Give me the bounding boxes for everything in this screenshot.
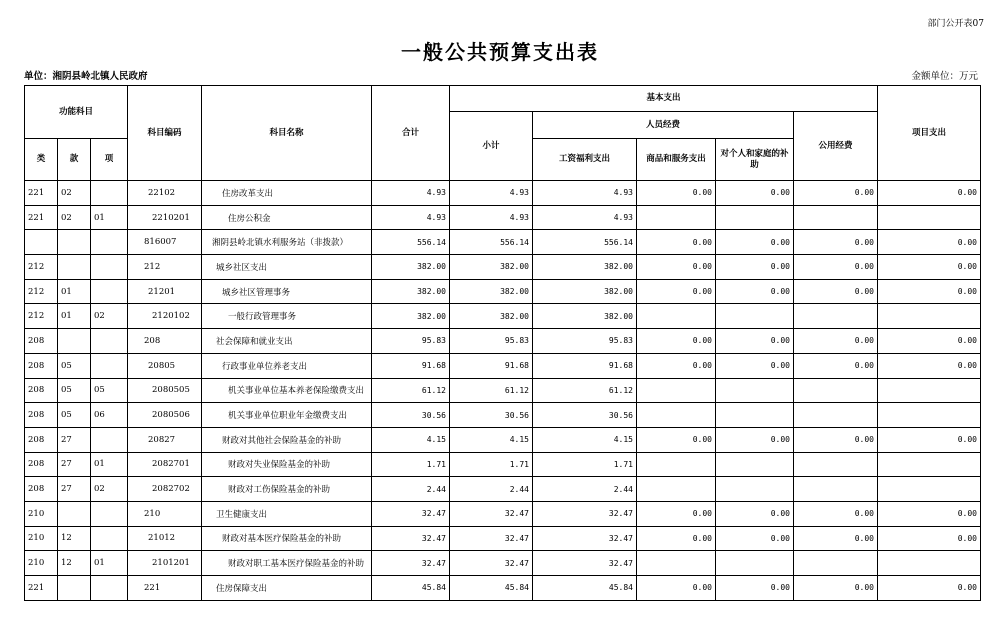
cell-kuan xyxy=(58,255,91,280)
cell-name: 住房公积金 xyxy=(202,205,372,230)
cell-xiang xyxy=(91,353,128,378)
cell-subtotal: 382.00 xyxy=(450,255,533,280)
cell-lei: 210 xyxy=(25,501,58,526)
cell-code: 2082701 xyxy=(128,452,202,477)
cell-project xyxy=(878,477,981,502)
cell-total: 382.00 xyxy=(372,279,450,304)
table-row xyxy=(25,353,981,378)
cell-total: 4.15 xyxy=(372,427,450,452)
cell-goods-services: 0.00 xyxy=(637,255,716,280)
cell-lei: 208 xyxy=(25,427,58,452)
cell-subsidy: 0.00 xyxy=(716,427,794,452)
header-wages: 工资福利支出 xyxy=(533,139,637,181)
cell-wages: 556.14 xyxy=(533,230,637,255)
cell-goods-services xyxy=(637,551,716,576)
table-row xyxy=(25,576,981,601)
cell-kuan: 05 xyxy=(58,353,91,378)
header-functional-subject: 功能科目 xyxy=(25,86,128,139)
cell-project: 0.00 xyxy=(878,329,981,354)
cell-wages: 32.47 xyxy=(533,526,637,551)
cell-total: 95.83 xyxy=(372,329,450,354)
cell-total: 30.56 xyxy=(372,403,450,428)
cell-xiang: 01 xyxy=(91,205,128,230)
cell-wages: 4.15 xyxy=(533,427,637,452)
header-personnel: 人员经费 xyxy=(533,112,794,139)
cell-kuan: 27 xyxy=(58,427,91,452)
cell-project xyxy=(878,452,981,477)
cell-lei: 208 xyxy=(25,353,58,378)
cell-project: 0.00 xyxy=(878,501,981,526)
cell-goods-services xyxy=(637,378,716,403)
cell-subtotal: 2.44 xyxy=(450,477,533,502)
cell-kuan: 01 xyxy=(58,279,91,304)
cell-name: 财政对职工基本医疗保险基金的补助 xyxy=(202,551,372,576)
header-subject-name: 科目名称 xyxy=(202,86,372,181)
table-row xyxy=(25,477,981,502)
table-row xyxy=(25,230,981,255)
cell-subtotal: 30.56 xyxy=(450,403,533,428)
cell-subsidy: 0.00 xyxy=(716,255,794,280)
cell-public-funds: 0.00 xyxy=(794,329,878,354)
cell-public-funds xyxy=(794,403,878,428)
cell-subsidy: 0.00 xyxy=(716,576,794,601)
cell-wages: 45.84 xyxy=(533,576,637,601)
table-row xyxy=(25,255,981,280)
cell-goods-services: 0.00 xyxy=(637,427,716,452)
cell-subtotal: 382.00 xyxy=(450,304,533,329)
cell-kuan xyxy=(58,329,91,354)
cell-subtotal: 4.93 xyxy=(450,181,533,206)
cell-project xyxy=(878,403,981,428)
cell-public-funds: 0.00 xyxy=(794,255,878,280)
cell-total: 45.84 xyxy=(372,576,450,601)
cell-name: 财政对基本医疗保险基金的补助 xyxy=(202,526,372,551)
cell-public-funds: 0.00 xyxy=(794,576,878,601)
cell-public-funds xyxy=(794,205,878,230)
cell-lei xyxy=(25,230,58,255)
cell-subsidy: 0.00 xyxy=(716,353,794,378)
cell-code: 20805 xyxy=(128,353,202,378)
cell-kuan: 05 xyxy=(58,378,91,403)
header-public-funds: 公用经费 xyxy=(794,112,878,181)
cell-public-funds: 0.00 xyxy=(794,353,878,378)
cell-xiang: 02 xyxy=(91,304,128,329)
cell-goods-services xyxy=(637,477,716,502)
cell-lei: 210 xyxy=(25,551,58,576)
cell-lei: 221 xyxy=(25,205,58,230)
form-code: 部门公开表07 xyxy=(927,19,984,29)
header-kuan: 款 xyxy=(58,139,91,181)
cell-public-funds: 0.00 xyxy=(794,501,878,526)
cell-subsidy xyxy=(716,452,794,477)
cell-name: 机关事业单位基本养老保险缴费支出 xyxy=(202,378,372,403)
cell-public-funds xyxy=(794,378,878,403)
cell-xiang: 01 xyxy=(91,452,128,477)
cell-project xyxy=(878,551,981,576)
cell-total: 32.47 xyxy=(372,551,450,576)
cell-subsidy xyxy=(716,403,794,428)
cell-name: 湘阴县岭北镇水利服务站（非拨款） xyxy=(202,230,372,255)
cell-public-funds: 0.00 xyxy=(794,526,878,551)
table-row xyxy=(25,551,981,576)
cell-wages: 30.56 xyxy=(533,403,637,428)
cell-name: 一般行政管理事务 xyxy=(202,304,372,329)
cell-public-funds xyxy=(794,551,878,576)
cell-subtotal: 382.00 xyxy=(450,279,533,304)
cell-subsidy: 0.00 xyxy=(716,526,794,551)
cell-goods-services: 0.00 xyxy=(637,526,716,551)
cell-wages: 95.83 xyxy=(533,329,637,354)
cell-kuan: 02 xyxy=(58,181,91,206)
cell-name: 财政对其他社会保险基金的补助 xyxy=(202,427,372,452)
cell-name: 住房保障支出 xyxy=(202,576,372,601)
cell-total: 32.47 xyxy=(372,501,450,526)
cell-wages: 1.71 xyxy=(533,452,637,477)
cell-code: 816007 xyxy=(128,230,202,255)
cell-public-funds: 0.00 xyxy=(794,230,878,255)
cell-name: 财政对工伤保险基金的补助 xyxy=(202,477,372,502)
cell-subtotal: 91.68 xyxy=(450,353,533,378)
cell-public-funds xyxy=(794,452,878,477)
cell-xiang: 02 xyxy=(91,477,128,502)
table-row xyxy=(25,452,981,477)
cell-total: 382.00 xyxy=(372,255,450,280)
header-subject-code: 科目编码 xyxy=(128,86,202,181)
cell-code: 2082702 xyxy=(128,477,202,502)
cell-kuan xyxy=(58,576,91,601)
cell-subsidy xyxy=(716,378,794,403)
cell-project: 0.00 xyxy=(878,353,981,378)
cell-wages: 2.44 xyxy=(533,477,637,502)
cell-total: 91.68 xyxy=(372,353,450,378)
cell-name: 城乡社区管理事务 xyxy=(202,279,372,304)
cell-project: 0.00 xyxy=(878,279,981,304)
cell-total: 382.00 xyxy=(372,304,450,329)
cell-xiang xyxy=(91,576,128,601)
cell-public-funds: 0.00 xyxy=(794,181,878,206)
cell-lei: 212 xyxy=(25,304,58,329)
cell-goods-services: 0.00 xyxy=(637,329,716,354)
cell-code: 2210201 xyxy=(128,205,202,230)
cell-code: 22102 xyxy=(128,181,202,206)
cell-project: 0.00 xyxy=(878,576,981,601)
cell-code: 21201 xyxy=(128,279,202,304)
cell-code: 2101201 xyxy=(128,551,202,576)
header-xiang: 项 xyxy=(91,139,128,181)
cell-name: 财政对失业保险基金的补助 xyxy=(202,452,372,477)
cell-wages: 382.00 xyxy=(533,304,637,329)
cell-subtotal: 32.47 xyxy=(450,501,533,526)
cell-public-funds xyxy=(794,477,878,502)
cell-subsidy: 0.00 xyxy=(716,279,794,304)
cell-subsidy: 0.00 xyxy=(716,501,794,526)
cell-goods-services xyxy=(637,205,716,230)
cell-name: 城乡社区支出 xyxy=(202,255,372,280)
cell-project: 0.00 xyxy=(878,526,981,551)
cell-project: 0.00 xyxy=(878,427,981,452)
cell-subsidy xyxy=(716,304,794,329)
header-goods-services: 商品和服务支出 xyxy=(637,139,716,181)
cell-project: 0.00 xyxy=(878,255,981,280)
cell-lei: 212 xyxy=(25,279,58,304)
cell-project: 0.00 xyxy=(878,230,981,255)
cell-lei: 208 xyxy=(25,329,58,354)
cell-wages: 382.00 xyxy=(533,279,637,304)
cell-subtotal: 32.47 xyxy=(450,526,533,551)
table-row xyxy=(25,205,981,230)
cell-subtotal: 1.71 xyxy=(450,452,533,477)
cell-lei: 210 xyxy=(25,526,58,551)
cell-subsidy xyxy=(716,551,794,576)
cell-lei: 221 xyxy=(25,181,58,206)
cell-kuan xyxy=(58,230,91,255)
cell-goods-services: 0.00 xyxy=(637,279,716,304)
cell-lei: 208 xyxy=(25,477,58,502)
cell-kuan: 27 xyxy=(58,477,91,502)
cell-lei: 208 xyxy=(25,378,58,403)
cell-xiang xyxy=(91,230,128,255)
cell-kuan: 27 xyxy=(58,452,91,477)
cell-subtotal: 45.84 xyxy=(450,576,533,601)
table-row xyxy=(25,279,981,304)
cell-goods-services xyxy=(637,304,716,329)
cell-xiang: 06 xyxy=(91,403,128,428)
cell-subsidy xyxy=(716,205,794,230)
cell-xiang xyxy=(91,329,128,354)
table-row xyxy=(25,181,981,206)
cell-project xyxy=(878,304,981,329)
cell-wages: 382.00 xyxy=(533,255,637,280)
table-row xyxy=(25,501,981,526)
cell-subtotal: 4.15 xyxy=(450,427,533,452)
cell-kuan: 05 xyxy=(58,403,91,428)
header-total: 合计 xyxy=(372,86,450,181)
header-basic-expenditure: 基本支出 xyxy=(450,86,878,112)
cell-wages: 91.68 xyxy=(533,353,637,378)
cell-project: 0.00 xyxy=(878,181,981,206)
cell-subsidy: 0.00 xyxy=(716,329,794,354)
table-row xyxy=(25,427,981,452)
cell-xiang xyxy=(91,181,128,206)
unit-label: 单位：湘阴县岭北镇人民政府 xyxy=(24,71,148,82)
cell-lei: 221 xyxy=(25,576,58,601)
cell-kuan: 12 xyxy=(58,551,91,576)
cell-code: 210 xyxy=(128,501,202,526)
cell-xiang xyxy=(91,427,128,452)
cell-total: 32.47 xyxy=(372,526,450,551)
cell-goods-services xyxy=(637,452,716,477)
cell-total: 4.93 xyxy=(372,181,450,206)
cell-kuan: 12 xyxy=(58,526,91,551)
cell-subsidy: 0.00 xyxy=(716,230,794,255)
cell-code: 212 xyxy=(128,255,202,280)
table-row xyxy=(25,526,981,551)
cell-xiang xyxy=(91,255,128,280)
page-title: 一般公共预算支出表 xyxy=(401,40,599,64)
cell-wages: 32.47 xyxy=(533,501,637,526)
cell-subtotal: 61.12 xyxy=(450,378,533,403)
cell-goods-services xyxy=(637,403,716,428)
cell-code: 2120102 xyxy=(128,304,202,329)
cell-code: 2080506 xyxy=(128,403,202,428)
cell-xiang xyxy=(91,501,128,526)
cell-total: 2.44 xyxy=(372,477,450,502)
cell-goods-services: 0.00 xyxy=(637,353,716,378)
header-lei: 类 xyxy=(25,139,58,181)
cell-goods-services: 0.00 xyxy=(637,501,716,526)
cell-total: 1.71 xyxy=(372,452,450,477)
cell-public-funds: 0.00 xyxy=(794,279,878,304)
cell-wages: 4.93 xyxy=(533,205,637,230)
budget-table xyxy=(24,85,981,601)
cell-project xyxy=(878,378,981,403)
cell-kuan: 02 xyxy=(58,205,91,230)
cell-wages: 61.12 xyxy=(533,378,637,403)
table-row xyxy=(25,403,981,428)
cell-kuan xyxy=(58,501,91,526)
cell-kuan: 01 xyxy=(58,304,91,329)
header-subtotal: 小计 xyxy=(450,112,533,181)
cell-xiang: 01 xyxy=(91,551,128,576)
cell-code: 20827 xyxy=(128,427,202,452)
cell-subsidy xyxy=(716,477,794,502)
cell-code: 208 xyxy=(128,329,202,354)
cell-total: 61.12 xyxy=(372,378,450,403)
cell-code: 2080505 xyxy=(128,378,202,403)
cell-goods-services: 0.00 xyxy=(637,230,716,255)
cell-xiang xyxy=(91,279,128,304)
cell-code: 21012 xyxy=(128,526,202,551)
cell-goods-services: 0.00 xyxy=(637,576,716,601)
table-row xyxy=(25,378,981,403)
cell-xiang: 05 xyxy=(91,378,128,403)
cell-xiang xyxy=(91,526,128,551)
header-project: 项目支出 xyxy=(878,86,981,181)
cell-lei: 208 xyxy=(25,403,58,428)
cell-name: 社会保障和就业支出 xyxy=(202,329,372,354)
amount-unit-label: 金额单位：万元 xyxy=(911,71,978,82)
cell-subtotal: 32.47 xyxy=(450,551,533,576)
cell-project xyxy=(878,205,981,230)
cell-wages: 32.47 xyxy=(533,551,637,576)
cell-public-funds: 0.00 xyxy=(794,427,878,452)
cell-name: 卫生健康支出 xyxy=(202,501,372,526)
table-row xyxy=(25,304,981,329)
cell-name: 行政事业单位养老支出 xyxy=(202,353,372,378)
header-subsidy: 对个人和家庭的补助 xyxy=(716,139,794,181)
cell-subsidy: 0.00 xyxy=(716,181,794,206)
cell-total: 556.14 xyxy=(372,230,450,255)
cell-lei: 212 xyxy=(25,255,58,280)
cell-subtotal: 4.93 xyxy=(450,205,533,230)
table-row xyxy=(25,329,981,354)
cell-total: 4.93 xyxy=(372,205,450,230)
cell-name: 机关事业单位职业年金缴费支出 xyxy=(202,403,372,428)
cell-name: 住房改革支出 xyxy=(202,181,372,206)
cell-lei: 208 xyxy=(25,452,58,477)
cell-subtotal: 556.14 xyxy=(450,230,533,255)
cell-public-funds xyxy=(794,304,878,329)
cell-goods-services: 0.00 xyxy=(637,181,716,206)
cell-subtotal: 95.83 xyxy=(450,329,533,354)
cell-wages: 4.93 xyxy=(533,181,637,206)
cell-code: 221 xyxy=(128,576,202,601)
